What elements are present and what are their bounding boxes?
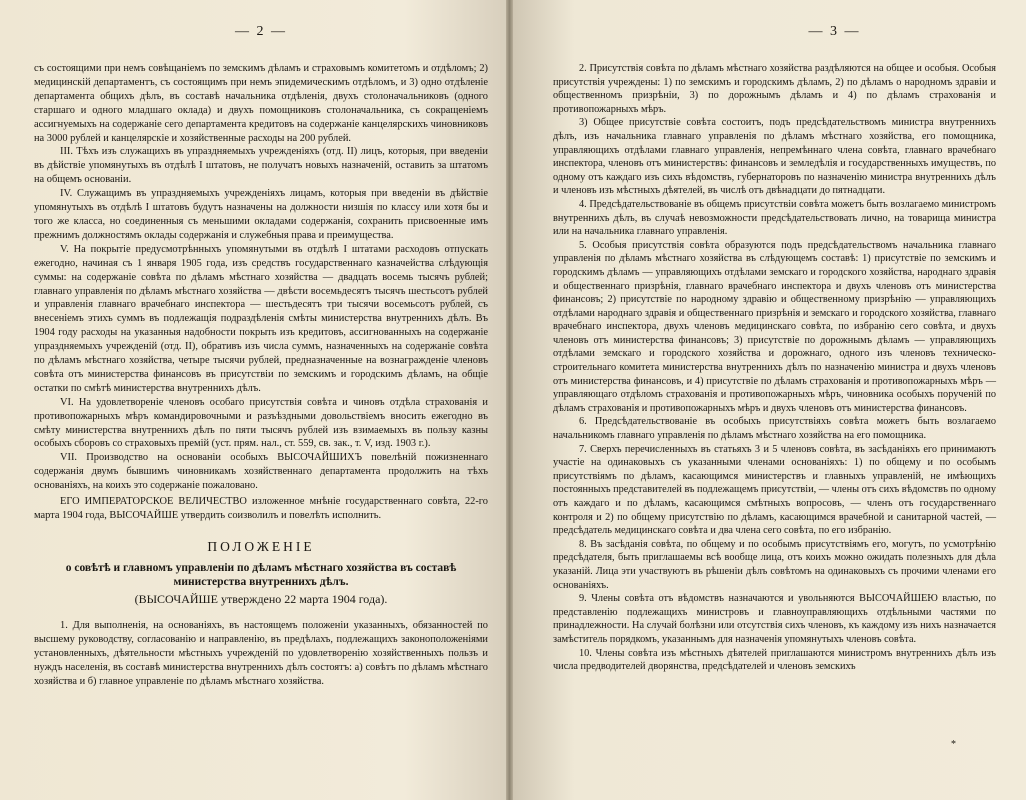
paragraph: 10. Члены совѣта изъ мѣстныхъ дѣятелей приглашаются министромъ внутреннихъ дѣлъ изъ числа предводителей дворянства, предсѣдателей и членовъ земскихъ xyxy=(553,647,996,673)
paragraph: 4. Предсѣдательствованіе въ общемъ присутствіи совѣта можетъ быть возлагаемо министромъ внутреннихъ дѣлъ, въ случаѣ невозможности предсѣдательствовать лично, на товарища министра или на начальника главнаго управленія. xyxy=(553,198,996,238)
paragraph: 9. Члены совѣта отъ вѣдомствъ назначаются и увольняются ВЫСОЧАЙШЕЮ властью, по представленію подлежащихъ министровъ и главноуправляющихъ отдѣльными частями по принадлежности. На случай болѣзни или отсутствія сихъ членовъ, къ каждому изъ нихъ назначается замѣститель порядкомъ, указаннымъ для назначенія упомянутыхъ членовъ совѣта. xyxy=(553,593,996,645)
page-number: — 2 — xyxy=(235,24,287,39)
left-page xyxy=(0,0,506,800)
section-subheading: о совѣтѣ и главномъ управленіи по дѣламъ мѣстнаго хозяйства въ составѣ министерства внутреннихъ дѣлъ. xyxy=(65,561,457,588)
paragraph: 5. Особыя присутствія совѣта образуются подъ предсѣдательствомъ начальника главнаго управленія по дѣламъ мѣстнаго хозяйства въ слѣдующемъ составѣ: 1) присутствіе по земскимъ и городскимъ дѣламъ — управляющихъ отдѣлами земскаго и городского хозяйства, народнаго здравія и общественнаго призрѣнія, главнаго врачебнаго инспектора и двухъ членовъ отъ министерства финансовъ; 2) присутствіе по народному здравію и общественному призрѣнію — управляющихъ отдѣлами народнаго здравія и общественнаго призрѣнія и земскаго и городского хозяйства, главнаго врачебнаго инспектора, двухъ членовъ медицинскаго совѣта, по избранію сего совѣта, и двухъ членовъ отъ министерства финансовъ; 3) присутствіе по дорожнымъ дѣламъ — управляющихъ отдѣлами земскаго и городского хозяйства и дорожнаго, одного изъ членовъ техническо-строительнаго комитета министерства внутреннихъ дѣлъ по назначенію министра и двухъ членовъ отъ министерства финансовъ, и 4) присутствіе по дѣламъ страхованія и противопожарныхъ мѣръ — управляющаго отдѣломъ страхованія и противопожарныхъ мѣръ, чиновника особыхъ порученій по дѣламъ страхованія и противопожарныхъ мѣръ и двухъ членовъ отъ министерства финансовъ. xyxy=(553,239,996,414)
paragraph: съ состоящими при немъ совѣщаніемъ по земскимъ дѣламъ и страховымъ комитетомъ и отдѣломъ; 2) медицинскій департаментъ, съ состоящимъ при немъ эпидемическимъ отдѣломъ, и 3) одно отдѣленіе департамента общихъ дѣлъ, въ составѣ начальника отдѣленія, двухъ столоначальниковъ (одного старшаго и одного младшаго оклада) и двухъ помощниковъ столоначальника, съ сокращеніемъ ассигнуемыхъ на содержаніе сего департамента кредитовъ на содержаніе канцелярскихъ чиновниковъ на 3000 рублей и канцелярскіе и хозяйственные расходы на 200 рублей. xyxy=(34,63,488,144)
page-number: — 3 — xyxy=(808,24,861,39)
printer-mark: * xyxy=(951,739,956,750)
paragraph: IV. Служащимъ въ упраздняемыхъ учрежденіяхъ лицамъ, которыя при введеніи въ дѣйствіе упомянутыхъ въ отдѣлѣ I штатовъ будутъ назначены на должности низшія по классу или хотя бы и того же класса, но соединенныя съ меньшими окладами содержанія, сохранить присвоенные имъ прежнимъ должностямъ оклады содержанія и служебныя права и преимущества. xyxy=(34,188,488,241)
approval-note: (ВЫСОЧАЙШЕ утверждено 22 марта 1904 года). xyxy=(134,591,388,606)
paragraph: 6. Предсѣдательствованіе въ особыхъ присутствіяхъ совѣта можетъ быть возлагаемо начальникомъ главнаго управленія по дѣламъ мѣстнаго хозяйства на его помощника. xyxy=(553,416,996,442)
paragraph: 2. Присутствія совѣта по дѣламъ мѣстнаго хозяйства раздѣляются на общее и особыя. Особыя присутствія учреждены: 1) по земскимъ и городскимъ дѣламъ, 2) по дѣламъ о народномъ здравіи и общественномъ призрѣніи, 3) по дорожнымъ дѣламъ и 4) по дѣламъ страхованія и противопожарныхъ мѣръ. xyxy=(553,63,996,115)
section-heading: ПОЛОЖЕНІЕ xyxy=(207,538,315,554)
paragraph: VI. На удовлетвореніе членовъ особаго присутствія совѣта и чиновъ отдѣла страхованія и противопожарныхъ мѣръ командировочными и разъѣздными довольствіемъ вносить ежегодно въ смѣту министерства внутреннихъ дѣлъ по пяти тысячъ рублей изъ взимаемыхъ въ пользу казны особыхъ сборовъ со страховыхъ премій (уст. прям. нал., ст. 559, св. зак., т. V, изд. 1903 г.). xyxy=(34,396,488,450)
paragraph: 8. Въ засѣданія совѣта, по общему и по особымъ присутствіямъ его, могутъ, по усмотрѣнію предсѣдателя, быть приглашаемы всѣ вообще лица, отъ коихъ можно ожидать полезныхъ для дѣла указаній. Лица эти участвуютъ въ рѣшеніи дѣлъ совѣтомъ на одинаковыхъ съ прочими членами его основаніяхъ. xyxy=(553,538,996,591)
paragraph: III. Тѣхъ изъ служащихъ въ упраздняемыхъ учрежденіяхъ (отд. II) лицъ, которыя, при введеніи въ дѣйствіе упомянутыхъ въ отдѣлѣ I штатовъ, не получатъ новыхъ назначеній, оставить за штатомъ на общемъ основаніи. xyxy=(34,146,488,186)
decree-paragraph: ЕГО ИМПЕРАТОРСКОЕ ВЕЛИЧЕСТВО изложенное мнѣніе государственнаго совѣта, 22-го марта 1904 года, ВЫСОЧАЙШЕ утвердить соизволилъ и повелѣть исполнить. xyxy=(34,496,488,521)
right-page xyxy=(513,0,1026,800)
paragraph: 7. Сверхъ перечисленныхъ въ статьяхъ 3 и 5 членовъ совѣта, въ засѣданіяхъ его принимаютъ участіе на одинаковыхъ съ указанными членами основаніяхъ: 1) по общему и по особымъ присутствіямъ по дѣламъ, касающимся министерствъ и главныхъ управленій, не имѣющихъ постоянныхъ представителей въ подлежащемъ присутствіи, — члены отъ сихъ вѣдомствъ по одному отъ каждаго и по дѣламъ, касающимся смѣтныхъ вопросовъ, — членъ отъ государственнаго контроля и 2) по общему присутствію по дѣламъ, касающимся врачебной и санитарной частей, — предсѣдатель медицинскаго совѣта и два члена сего совѣта, по его избранію. xyxy=(553,443,996,537)
book-gutter xyxy=(506,0,513,800)
paragraph: V. На покрытіе предусмотрѣнныхъ упомянутыми въ отдѣлѣ I штатами расходовъ отпускать ежегодно, начиная съ 1 января 1905 года, изъ средствъ государственнаго казначейства слѣдующія суммы: на содержаніе совѣта по дѣламъ мѣстнаго хозяйства — двадцать восемь тысячъ рублей; главнаго управленія по дѣламъ мѣстнаго хозяйства — двѣсти восемьдесятъ тысячъ шестьсотъ рублей и управленія главнаго врачебнаго инспектора — шестьдесятъ три тысячи восемьсотъ рублей, съ внесеніемъ этихъ суммъ въ подлежащія подраздѣленія смѣты министерства внутреннихъ дѣлъ. Въ 1904 году расходы на указанныя надобности покрыть изъ кредитовъ, ассигнованныхъ на содержаніе упраздняемыхъ учрежденій (отд. II), обративъ изъ числа суммъ, назначенныхъ на содержаніе совѣта по дѣламъ мѣстнаго хозяйства, четыре тысячи рублей, предназначенные на вознагражденіе членовъ совѣта отъ министерства финансовъ въ присутствіи по земскимъ и городскимъ дѣламъ, на общіе остатки по смѣтѣ министерства внутреннихъ дѣлъ. xyxy=(34,243,488,394)
paragraph: 1. Для выполненія, на основаніяхъ, въ настоящемъ положеніи указанныхъ, обязанностей по высшему руководству, согласованію и направленію, въ предѣлахъ, подлежащихъ законоположеніями установленныхъ, дѣятельности мѣстныхъ учрежденій по удовлетворенію хозяйственныхъ пользъ и нуждъ населенія, въ составѣ министерства внутреннихъ дѣлъ состоятъ: а) совѣтъ по дѣламъ мѣстнаго хозяйства и б) главное управленіе по дѣламъ мѣстнаго хозяйства. xyxy=(34,619,488,687)
paragraph: 3) Общее присутствіе совѣта состоитъ, подъ предсѣдательствомъ министра внутреннихъ дѣлъ, изъ начальника главнаго управленія по дѣламъ мѣстнаго хозяйства, его помощника, управляющихъ отдѣлами главнаго управленія, непремѣннаго члена совѣта, главнаго врачебнаго инспектора, членовъ отъ министерствъ: финансовъ и земледѣлія и государственныхъ имуществъ, по одному отъ каждаго изъ сихъ вѣдомствъ, губернаторовъ по назначенію министра внутреннихъ дѣлъ и членовъ изъ мѣстныхъ дѣятелей, въ числѣ отъ двѣнадцати до пятнадцати. xyxy=(553,117,996,197)
paragraph: VII. Производство на основаніи особыхъ ВЫСОЧАЙШИХЪ повелѣній пожизненнаго содержанія двумъ бывшимъ чиновникамъ хозяйственнаго департамента продолжить на тѣхъ основаніяхъ, на коихъ это содержаніе пожаловано. xyxy=(34,452,488,492)
